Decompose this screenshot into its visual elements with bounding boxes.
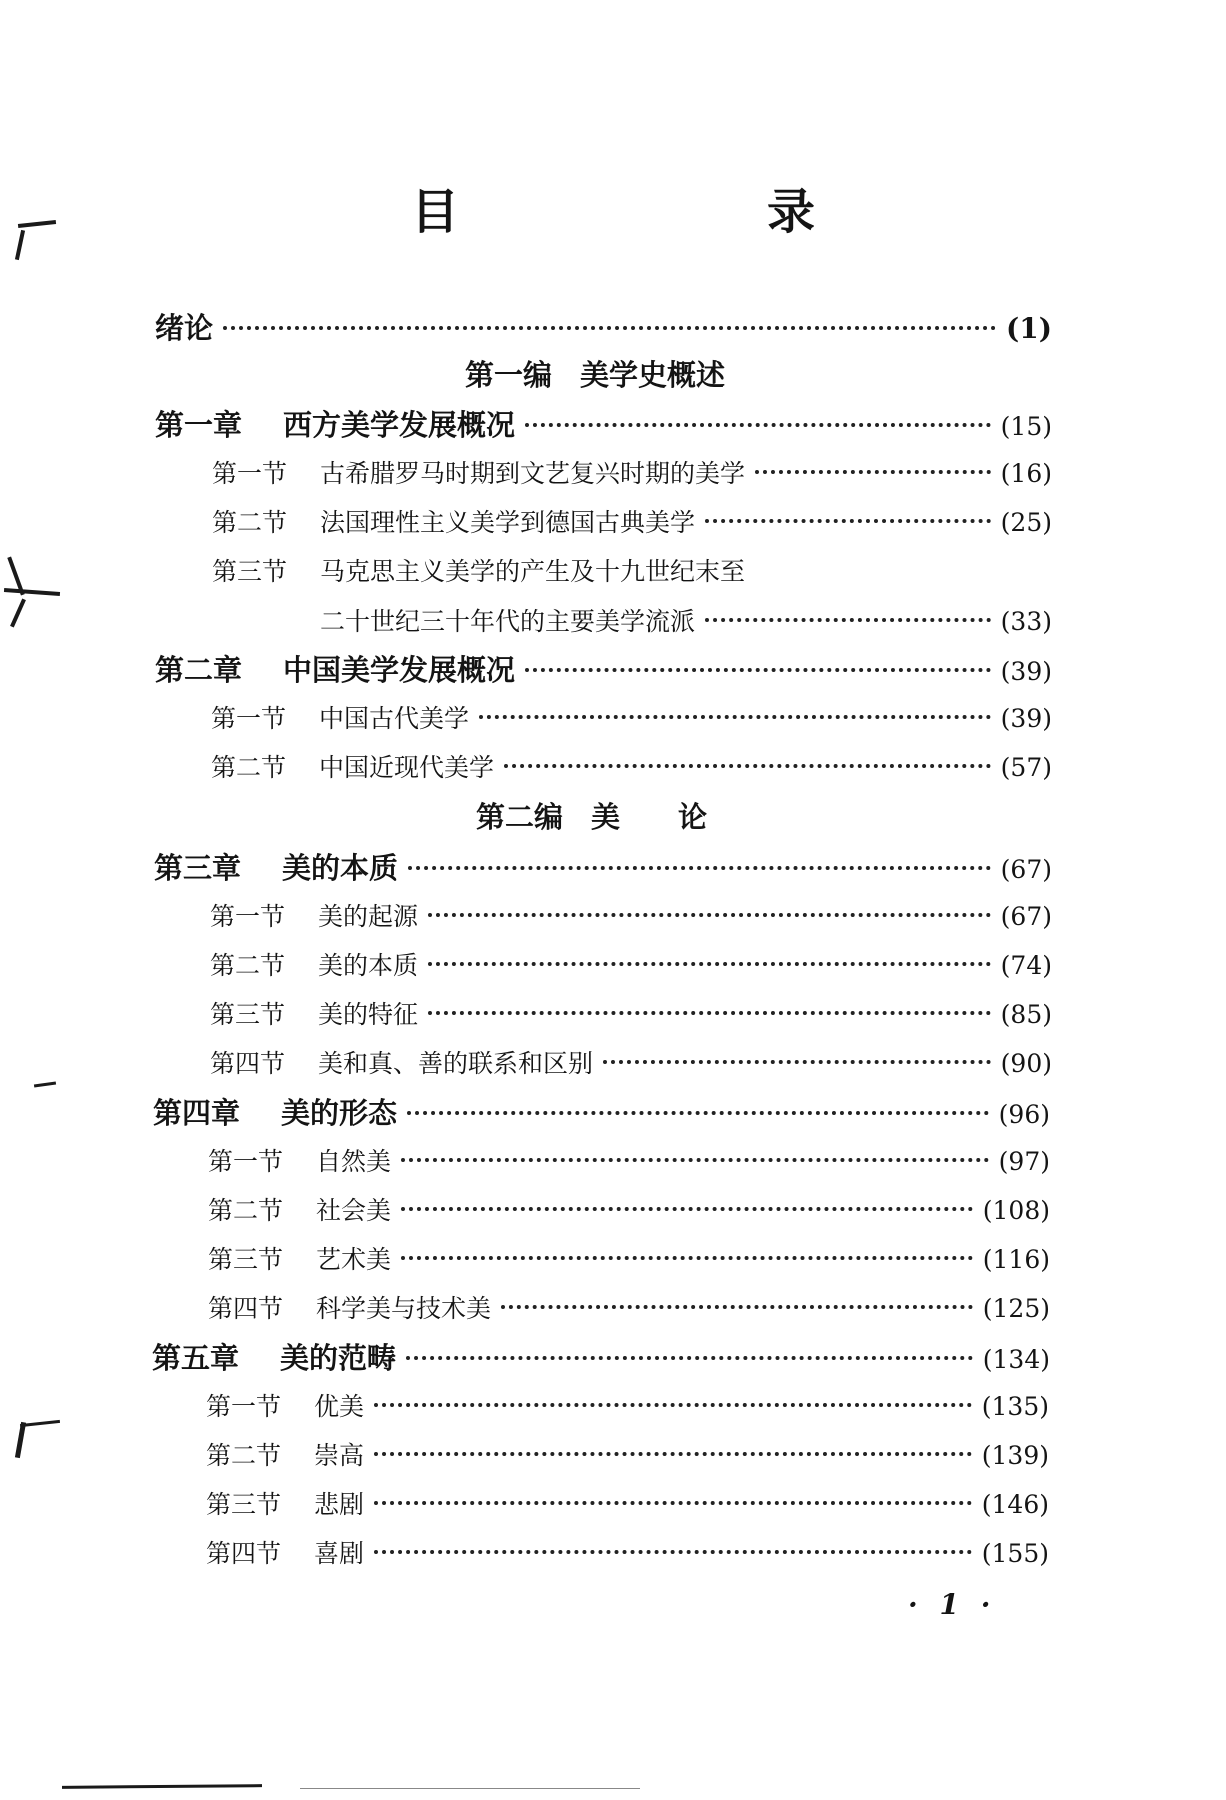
toc-intro-row[interactable] bbox=[155, 308, 1052, 348]
section-label: 第四节 bbox=[210, 1049, 286, 1078]
toc-section-row[interactable] bbox=[210, 897, 1052, 937]
toc-chapter-row[interactable] bbox=[154, 848, 1052, 888]
scan-mark bbox=[10, 598, 26, 627]
intro-title: 绪论 bbox=[155, 311, 214, 345]
dot-leader bbox=[428, 1011, 991, 1015]
section-label: 第二节 bbox=[212, 508, 288, 537]
dot-leader bbox=[525, 423, 991, 427]
page-number: (125) bbox=[982, 1294, 1050, 1323]
toc-section-row[interactable] bbox=[206, 1436, 1049, 1476]
section-title: 喜剧 bbox=[314, 1539, 365, 1568]
dot-leader bbox=[374, 1501, 972, 1505]
toc-section-row[interactable] bbox=[206, 1387, 1049, 1427]
toc-section-row[interactable] bbox=[210, 995, 1052, 1035]
page-number: (1) bbox=[1006, 312, 1052, 345]
section-label: 第四节 bbox=[206, 1539, 282, 1568]
section-title: 中国古代美学 bbox=[319, 704, 470, 733]
page-number: (57) bbox=[1000, 753, 1052, 782]
scan-mark bbox=[4, 588, 60, 596]
page-number: (97) bbox=[998, 1147, 1050, 1176]
scan-mark bbox=[34, 1081, 56, 1087]
dot-leader bbox=[401, 1158, 989, 1162]
section-title: 悲剧 bbox=[314, 1490, 365, 1519]
page-number: (74) bbox=[1000, 951, 1052, 980]
section-label: 第一节 bbox=[208, 1147, 284, 1176]
section-title: 优美 bbox=[314, 1392, 365, 1421]
section-label: 第一节 bbox=[212, 459, 288, 488]
toc-section-row[interactable] bbox=[208, 1289, 1050, 1329]
dot-leader bbox=[406, 1356, 973, 1360]
section-label: 第二节 bbox=[211, 753, 287, 782]
page-number: (139) bbox=[981, 1441, 1049, 1470]
page-number: (67) bbox=[1000, 855, 1052, 884]
part-label: 第一编 bbox=[465, 358, 553, 392]
toc-section-row[interactable] bbox=[212, 552, 1052, 592]
dot-leader bbox=[428, 913, 991, 917]
page-number: (33) bbox=[1000, 607, 1052, 636]
toc-section-row[interactable] bbox=[212, 454, 1052, 494]
part-label: 第二编 bbox=[476, 800, 564, 834]
dot-leader bbox=[501, 1305, 973, 1309]
dot-leader bbox=[705, 618, 991, 622]
section-label: 第二节 bbox=[210, 951, 286, 980]
dot-leader bbox=[401, 1207, 973, 1211]
page-title: 目 录 bbox=[410, 184, 945, 240]
section-label: 第三节 bbox=[210, 1000, 286, 1029]
dot-leader bbox=[755, 470, 991, 474]
section-title: 美的特征 bbox=[318, 1000, 419, 1029]
dot-leader bbox=[408, 866, 991, 870]
section-title: 古希腊罗马时期到文艺复兴时期的美学 bbox=[320, 459, 746, 488]
section-label: 第三节 bbox=[212, 557, 288, 586]
page-number: (85) bbox=[1000, 1000, 1052, 1029]
toc-section-row[interactable] bbox=[211, 748, 1052, 788]
page-number: (16) bbox=[1000, 459, 1052, 488]
page-number: (146) bbox=[981, 1490, 1049, 1519]
section-label: 第一节 bbox=[206, 1392, 282, 1421]
dot-leader bbox=[223, 326, 996, 330]
toc-chapter-row[interactable] bbox=[155, 650, 1052, 690]
page-folio: · 1 · bbox=[908, 1588, 997, 1621]
section-label: 第二节 bbox=[208, 1196, 284, 1225]
toc-section-row[interactable] bbox=[206, 1534, 1049, 1574]
dot-leader bbox=[374, 1452, 972, 1456]
dot-leader bbox=[428, 962, 991, 966]
toc-chapter-row[interactable] bbox=[152, 1338, 1050, 1378]
dot-leader bbox=[374, 1550, 972, 1554]
page-number: (155) bbox=[981, 1539, 1049, 1568]
section-title: 美的本质 bbox=[318, 951, 419, 980]
page-number: (67) bbox=[1000, 902, 1052, 931]
section-title: 崇高 bbox=[314, 1441, 365, 1470]
toc-chapter-row[interactable] bbox=[155, 405, 1052, 445]
toc-section-row[interactable] bbox=[208, 1240, 1050, 1280]
part-name: 美 论 bbox=[591, 800, 708, 834]
toc-section-row[interactable] bbox=[211, 699, 1052, 739]
page-number: (90) bbox=[1000, 1049, 1052, 1078]
chapter-title: 美的形态 bbox=[281, 1096, 398, 1130]
section-title: 自然美 bbox=[316, 1147, 392, 1176]
section-label: 第二节 bbox=[206, 1441, 282, 1470]
dot-leader bbox=[525, 668, 991, 672]
section-label: 第一节 bbox=[211, 704, 287, 733]
section-title: 中国近现代美学 bbox=[319, 753, 495, 782]
section-title-continuation: 二十世纪三十年代的主要美学流派 bbox=[320, 607, 696, 636]
dot-leader bbox=[407, 1111, 989, 1115]
page-number: (134) bbox=[982, 1345, 1050, 1374]
page-number: (96) bbox=[998, 1100, 1050, 1129]
section-title: 美的起源 bbox=[318, 902, 419, 931]
scan-mark bbox=[15, 1422, 26, 1458]
toc-section-row[interactable] bbox=[206, 1485, 1049, 1525]
page-number: (39) bbox=[1000, 657, 1052, 686]
toc-section-continuation-row[interactable] bbox=[320, 602, 1052, 642]
dot-leader bbox=[504, 764, 991, 768]
chapter-label: 第一章 bbox=[155, 408, 243, 442]
page-number: (39) bbox=[1000, 704, 1052, 733]
scan-mark bbox=[62, 1784, 262, 1789]
page-number: (108) bbox=[982, 1196, 1050, 1225]
section-title: 马克思主义美学的产生及十九世纪末至 bbox=[320, 557, 746, 586]
section-title: 法国理性主义美学到德国古典美学 bbox=[320, 508, 696, 537]
chapter-title: 美的范畴 bbox=[280, 1341, 397, 1375]
chapter-title: 美的本质 bbox=[282, 851, 399, 885]
toc-section-row[interactable] bbox=[208, 1191, 1050, 1231]
section-label: 第一节 bbox=[210, 902, 286, 931]
scan-mark bbox=[20, 1420, 60, 1427]
toc-section-row[interactable] bbox=[210, 1044, 1052, 1084]
chapter-title: 中国美学发展概况 bbox=[283, 653, 516, 687]
page-number: (135) bbox=[981, 1392, 1049, 1421]
section-label: 第三节 bbox=[206, 1490, 282, 1519]
toc-chapter-row[interactable] bbox=[153, 1093, 1050, 1133]
page-number: (15) bbox=[1000, 412, 1052, 441]
dot-leader bbox=[479, 715, 991, 719]
section-label: 第四节 bbox=[208, 1294, 284, 1323]
part-name: 美学史概述 bbox=[580, 358, 726, 392]
section-label: 第三节 bbox=[208, 1245, 284, 1274]
page-number: (116) bbox=[982, 1245, 1050, 1274]
toc-section-row[interactable] bbox=[208, 1142, 1050, 1182]
part-heading-2 bbox=[476, 797, 707, 837]
chapter-title: 西方美学发展概况 bbox=[283, 408, 516, 442]
part-heading-1 bbox=[465, 355, 725, 395]
dot-leader bbox=[705, 519, 991, 523]
chapter-label: 第四章 bbox=[153, 1096, 241, 1130]
section-title: 社会美 bbox=[316, 1196, 392, 1225]
scan-mark bbox=[300, 1788, 640, 1789]
dot-leader bbox=[374, 1403, 972, 1407]
toc-section-row[interactable] bbox=[212, 503, 1052, 543]
chapter-label: 第五章 bbox=[152, 1341, 240, 1375]
dot-leader bbox=[603, 1060, 991, 1064]
dot-leader bbox=[401, 1256, 973, 1260]
page-number: (25) bbox=[1000, 508, 1052, 537]
chapter-label: 第二章 bbox=[155, 653, 243, 687]
toc-section-row[interactable] bbox=[210, 946, 1052, 986]
section-title: 美和真、善的联系和区别 bbox=[318, 1049, 594, 1078]
section-title: 艺术美 bbox=[316, 1245, 392, 1274]
chapter-label: 第三章 bbox=[154, 851, 242, 885]
section-title: 科学美与技术美 bbox=[316, 1294, 492, 1323]
